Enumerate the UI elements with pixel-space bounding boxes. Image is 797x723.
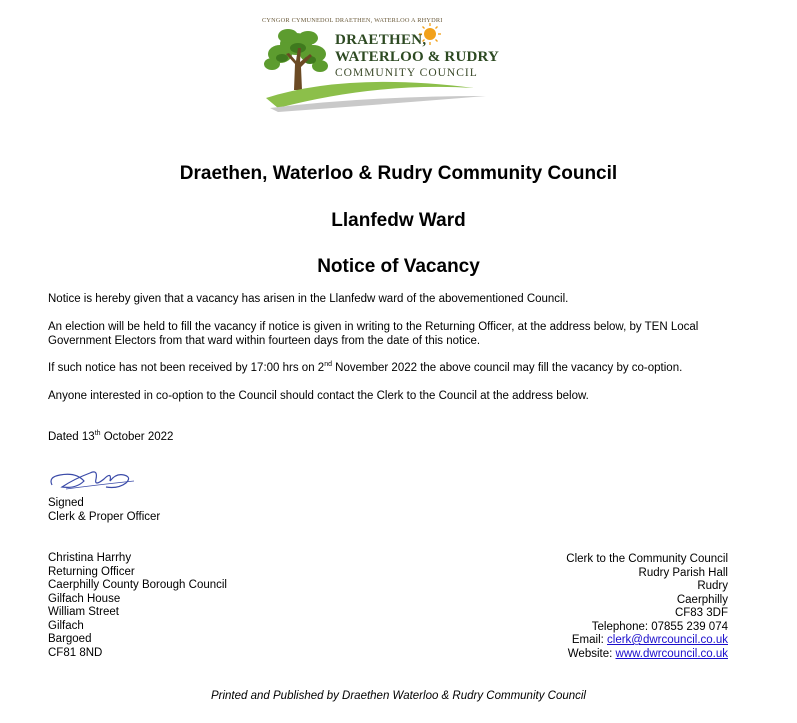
publisher-footer: Printed and Published by Draethen Waterloo & Rudry Community Council (210, 690, 586, 702)
dated-post: October 2022 (100, 431, 174, 443)
address-line: Bargoed (48, 633, 92, 645)
address-line: Rudry Parish Hall (638, 566, 728, 579)
ward-title: Llanfedw Ward (331, 210, 466, 231)
logo-line-1: DRAETHEN, (335, 32, 427, 48)
website-label: Website: (567, 647, 616, 660)
email-link[interactable]: clerk@dwrcouncil.co.uk (607, 634, 728, 646)
address-line: Gilfach House (48, 592, 121, 605)
address-line: CF81 8ND (48, 646, 103, 659)
dated-pre: Dated 13 (48, 431, 95, 443)
notice-paragraph: Notice is hereby given that a vacancy has arisen in the Llanfedw ward of the abovementioned Council. (48, 293, 569, 305)
clerk-address (566, 553, 728, 661)
deadline-text-pre: If such notice has not been received by 17:00 hrs on 2 (48, 362, 325, 374)
address-line: Rudry (697, 580, 728, 592)
address-line: Returning Officer (48, 565, 135, 578)
election-paragraph (48, 320, 748, 348)
dated-line (48, 430, 748, 444)
council-logo (258, 12, 500, 117)
website-link[interactable]: www.dwrcouncil.co.uk (615, 647, 728, 660)
logo-line-2: WATERLOO & RUDRY (335, 49, 500, 65)
logo-welsh-name: CYNGOR CYMUNEDOL DRAETHEN, WATERLOO A RHYDRI (262, 17, 443, 24)
website-line (566, 648, 728, 662)
address-line: Christina Harrhy (48, 552, 132, 564)
returning-officer-address (48, 552, 227, 660)
address-line: Caerphilly County Borough Council (48, 579, 227, 591)
council-title: Draethen, Waterloo & Rudry Community Council (179, 163, 618, 184)
address-line: Caerphilly (676, 593, 728, 606)
election-line-1: An election will be held to fill the vacancy if notice is given in writing to the Returning Officer, at the address below, by TEN Local (48, 321, 699, 333)
election-line-2: Government Electors from that ward within fourteen days from the date of this notice. (48, 335, 481, 347)
co-option-paragraph: Anyone interested in co-option to the Council should contact the Clerk to the Council at the address below. (48, 390, 589, 402)
deadline-ordinal: nd (324, 361, 332, 369)
telephone-line: Telephone: 07855 239 074 (591, 620, 728, 633)
signer-role: Clerk & Proper Officer (48, 510, 161, 523)
signed-block (48, 497, 160, 524)
address-line: William Street (48, 606, 119, 618)
notice-title: Notice of Vacancy (317, 256, 480, 277)
email-label: Email: (571, 634, 608, 646)
address-line: CF83 3DF (674, 607, 728, 619)
handwritten-signature (46, 455, 141, 497)
deadline-paragraph (48, 361, 748, 375)
deadline-text-post: November 2022 the above council may fill the vacancy by co-option. (331, 362, 683, 374)
logo-line-3: COMMUNITY COUNCIL (335, 67, 478, 79)
dated-ordinal: th (94, 430, 101, 438)
signed-label: Signed (48, 497, 84, 509)
address-line: Clerk to the Community Council (566, 553, 728, 565)
address-line: Gilfach (48, 619, 84, 632)
email-line (566, 634, 728, 648)
